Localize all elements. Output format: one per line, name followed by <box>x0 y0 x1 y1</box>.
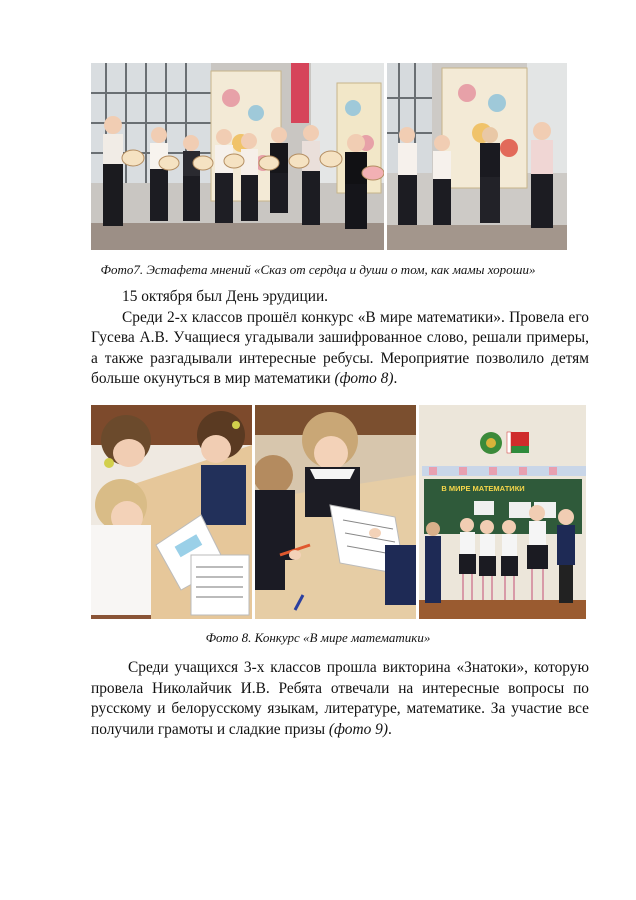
paragraph-quiz <box>91 658 589 740</box>
paragraph-math-contest-text: Среди 2-х классов прошёл конкурс «В мире математики». Провела его Гусева А.В. Учащиеся угадывали зашифрованное слово, решали примеры, а также разгадывали интересные ребусы. Мероприятие позволило детям больше окунуться в мир математики <box>91 308 589 387</box>
paragraph-math-contest <box>91 308 589 390</box>
photo-8-ref: (фото 8) <box>334 370 394 387</box>
date-line-text: 15 октября был День эрудиции. <box>122 288 329 305</box>
photo-9-ref: (фото 9) <box>328 720 388 738</box>
photo-7-left <box>91 63 384 250</box>
paragraph-quiz-text: Среди учащихся 3-х классов прошла викторина «Знатоки», которую провела Николайчик И.В. Ребята отвечали на интересные вопросы по русскому и белорусскому языкам, литературе, математике. За участие все получили грамоты и сладкие призы <box>91 659 589 738</box>
paragraph-quiz-end: . <box>387 720 392 738</box>
date-line <box>91 287 589 308</box>
caption-photo-8: Фото 8. Конкурс «В мире математики» <box>205 630 431 645</box>
photo-8-left <box>91 405 252 619</box>
photo-8-middle <box>255 405 416 619</box>
caption-photo-7: Фото7. Эстафета мнений «Сказ от сердца и души о том, как мамы хороши» <box>100 262 536 277</box>
paragraph-math-contest-end: . <box>393 370 398 387</box>
board-text: В МИРЕ МАТЕМАТИКИ <box>441 484 525 493</box>
photo-8-right <box>419 405 586 619</box>
photo-7-right <box>387 63 567 250</box>
